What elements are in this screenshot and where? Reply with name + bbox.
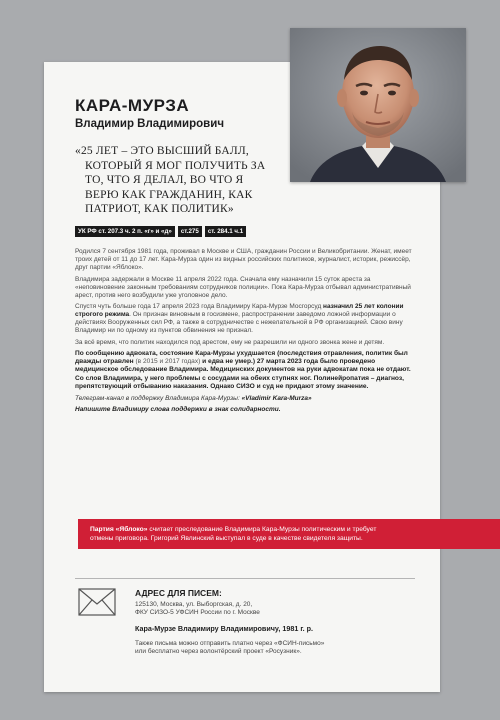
party-name: Партия «Яблоко» [90, 526, 150, 533]
charges-tags [75, 226, 246, 237]
sentence-highlight: назначил 25 лет колонии строгого режима [75, 303, 404, 318]
charge-tag: УК РФ ст. 207.3 ч. 2 п. «г» и «д» [75, 226, 175, 237]
address-line: ФКУ СИЗО-5 УФСИН России по г. Москве [135, 609, 260, 617]
surname-heading: КАРА-МУРЗА [75, 96, 190, 115]
health-paragraph [75, 350, 415, 391]
note-line: или бесплатно через волонтёрский проект «Росузник». [135, 648, 302, 656]
section-divider [75, 578, 415, 579]
quote-line: ВЕРЮ КАК ГРАЖДАНИН, КАК [85, 188, 253, 201]
bio-text: По сообщению адвоката, состояние Кара-Мурзы ухудшается (последствия отравления, политик был дважды отравлен [75, 350, 408, 366]
envelope-icon [78, 588, 116, 616]
banner-line: отмены приговора. Григорий Явлинский выступал в суде в качестве свидетеля защиты. [90, 535, 363, 542]
telegram-label: Телеграм-канал в поддержку Владимира Кара-Мурзы: [75, 394, 242, 402]
biography-text [75, 248, 415, 418]
poisoning-years: (в 2015 и 2017 годах) [135, 358, 201, 366]
quote-block [75, 144, 285, 217]
quote-line: «25 ЛЕТ – ЭТО ВЫСШИЙ БАЛЛ, [75, 145, 250, 157]
telegram-channel-link[interactable]: «Vladimir Kara-Murza» [241, 394, 312, 402]
bio-text: . Он признан виновным в госизмене, распространении заведомо ложной информации о действиях Вооруженных сил РФ, а также в сотрудничестве с нежелательной в РФ организацией. Свою вину Владимир ни по одному из пунктов обвинения не признал. [75, 311, 403, 334]
given-names-heading: Владимир Владимирович [75, 118, 224, 130]
bio-paragraph: За всё время, что политик находился под арестом, ему не разрешили ни одного звонка жене и детям. [75, 338, 385, 346]
charge-tag: ст.275 [178, 226, 202, 237]
postal-address [135, 601, 260, 618]
quote-line: ПАТРИОТ, КАК ПОЛИТИК» [85, 203, 234, 216]
quote-line: ТО, ЧТО Я ДЕЛАЛ, ВО ЧТО Я [85, 174, 244, 187]
bio-paragraph [75, 303, 415, 335]
bio-text: и едва не умер.) 27 марта 2023 года было проведено медицинское обследование Владимира. Медицинских документов на руки адвокатам пока не отдают. Со слов Владимира, у него проблемы с сосудами на обеих ступнях ног. Полинейропатия – диагноз, препятствующий отбыванию наказания. Однако СИЗО и суд не придают этому значение. [75, 358, 411, 390]
support-call: Напишите Владимиру слова поддержки в знак солидарности. [75, 406, 281, 414]
quote-line: КОТОРЫЙ Я МОГ ПОЛУЧИТЬ ЗА [85, 159, 266, 172]
banner-line [90, 525, 490, 534]
address-line: 125130, Москва, ул. Выборгская, д. 20, [135, 601, 253, 608]
address-title: АДРЕС ДЛЯ ПИСЕМ: [135, 588, 222, 598]
bio-paragraph: Владимира задержали в Москве 11 апреля 2022 года. Сначала ему назначили 15 суток ареста за «неповиновение законным требованиям сотрудников полиции». Пока Кара-Мурза отбывал административный арест, против него возбудили уже уголовное дело. [75, 275, 411, 299]
telegram-line [75, 395, 415, 403]
note-line: Также письма можно отправить платно через «ФСИН-письмо» [135, 640, 325, 647]
portrait-photo [290, 28, 466, 182]
recipient-name: Кара-Мурзе Владимиру Владимировичу, 1981 г. р. [135, 624, 314, 633]
party-statement-banner [78, 519, 500, 549]
bio-paragraph: Родился 7 сентября 1981 года, проживал в Москве и США, гражданин России и Великобритании. Женат, имеет троих детей от 11 до 17 лет. Кара-Мурза один из видных российских политиков, журналист, историк, режиссёр, друг партии «Яблоко». [75, 248, 412, 271]
charge-tag: ст. 284.1 ч.1 [205, 226, 246, 237]
bio-text: Спустя чуть больше года 17 апреля 2023 года Владимиру Кара-Мурзе Мосгорсуд [75, 303, 324, 310]
banner-text: считает преследование Владимира Кара-Мурзы политическим и требует [149, 526, 377, 533]
letter-options-note [135, 640, 324, 657]
